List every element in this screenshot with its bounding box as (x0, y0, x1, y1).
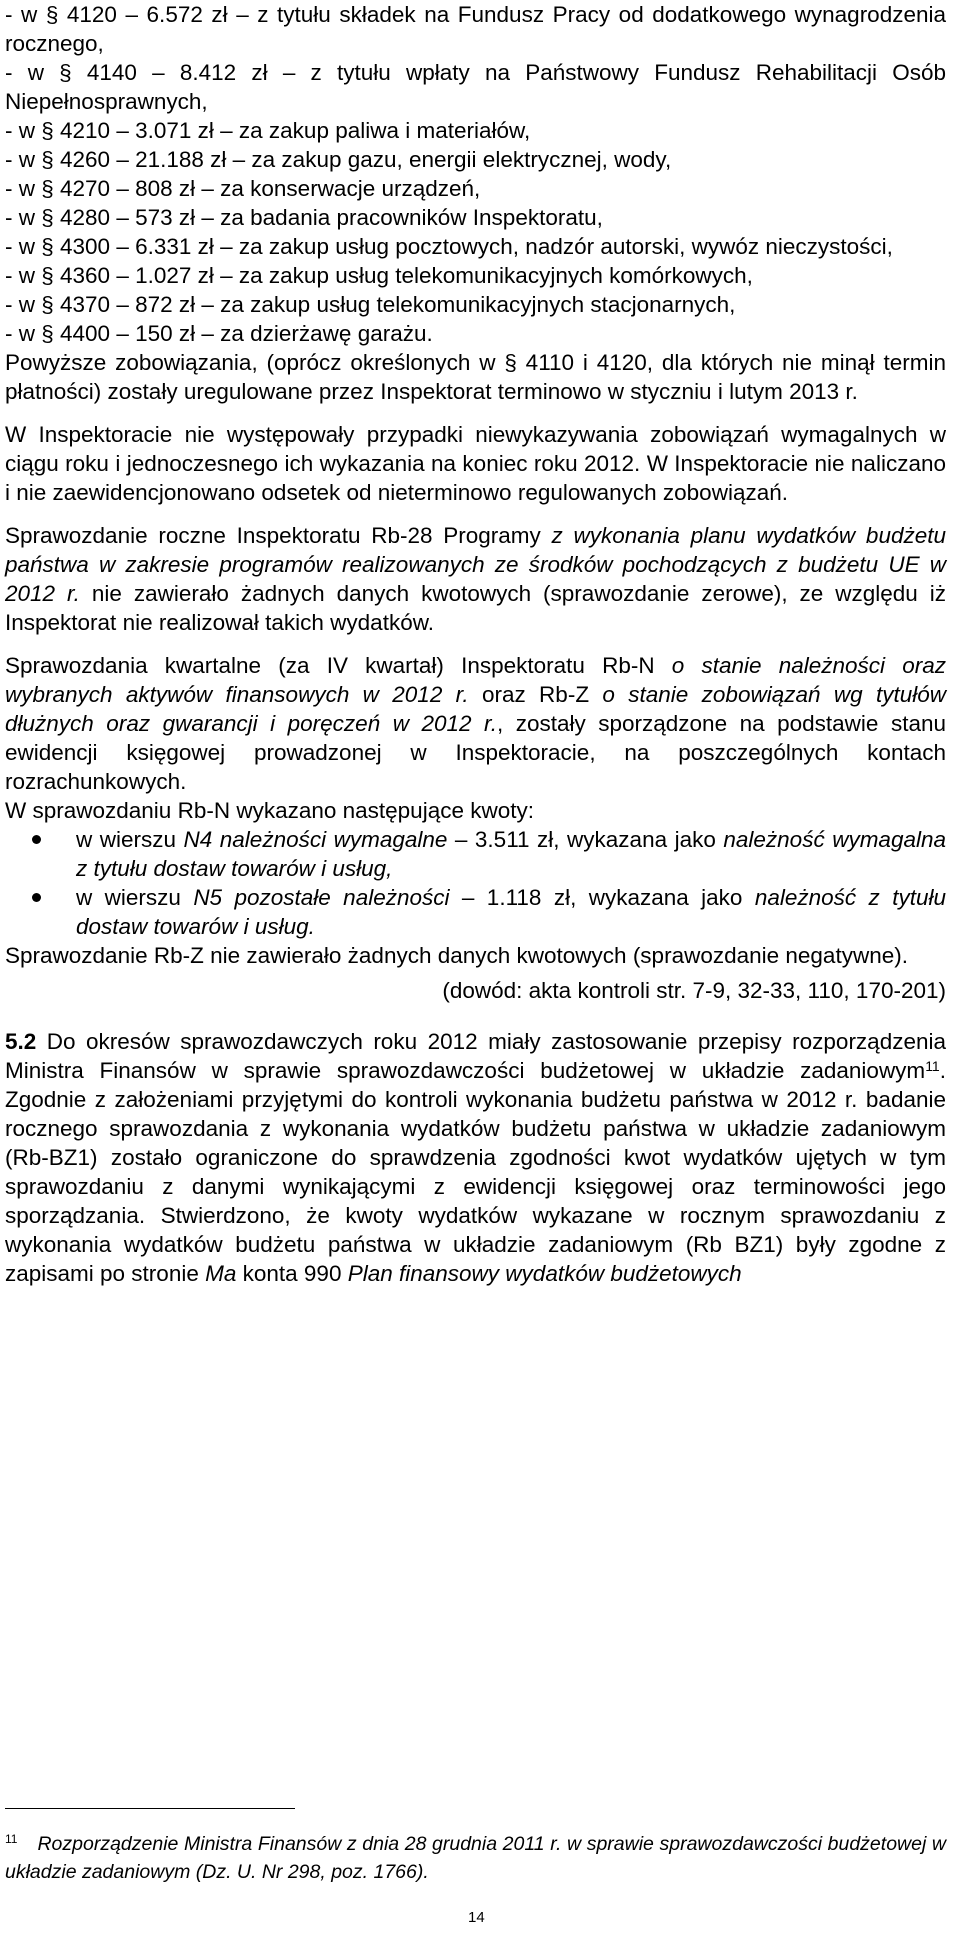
rb28-text-end: nie zawierało żadnych danych kwotowych (sprawozdanie zerowe), ze względu iż Inspektorat nie realizował takich wydatków. (5, 581, 946, 635)
bullet-icon (32, 835, 41, 844)
expense-item: - w § 4140 – 8.412 zł – z tytułu wpłaty na Państwowy Fundusz Rehabilitacji Osób Niepełnosprawnych, (5, 60, 946, 114)
section-text: Do okresów sprawozdawczych roku 2012 miały zastosowanie przepisy rozporządzenia Ministra Finansów w sprawie sprawozdawczości budżetowej w układzie zadaniowym (5, 1029, 946, 1083)
footnote-text: Rozporządzenie Ministra Finansów z dnia 28 grudnia 2011 r. w sprawie sprawozdawczości budżetowej w układzie zadaniowym (Dz. U. Nr 298, poz. 1766). (5, 1833, 946, 1883)
rb28-text: Sprawozdanie roczne Inspektoratu Rb-28 Programy (5, 523, 552, 548)
expense-item: - w § 4270 – 808 zł – za konserwacje urządzeń, (5, 176, 481, 201)
section-italic-ma: Ma (205, 1261, 237, 1286)
rb28-italic-title: z wykonania planu wydatków budżetu państwa w zakresie programów realizowanych ze środków pochodzących z budżetu UE w 2012 r. (5, 523, 946, 606)
quarterly-italic-rbz: o stanie zobowiązań wg tytułów dłużnych oraz gwarancji i poręczeń w 2012 r. (5, 682, 946, 736)
list-item (0, 883, 946, 941)
section-number: 5.2 (5, 1029, 37, 1054)
section-text-3: konta 990 (236, 1261, 348, 1286)
page-number: 14 (468, 1909, 485, 1926)
footnote-divider (5, 1808, 295, 1809)
expense-item: - w § 4120 – 6.572 zł – z tytułu składek na Fundusz Pracy od dodatkowego wynagrodzenia rocznego, (5, 2, 946, 56)
bullet-classification: należność z tytułu dostaw towarów i usług. (76, 885, 946, 939)
list-item (0, 825, 946, 883)
quarterly-text-3: , zostały sporządzone na podstawie stanu ewidencji księgowej prowadzonej w Inspektoracie, na poszczególnych kontach rozrachunkowych. (5, 711, 946, 794)
quarterly-text-2: oraz Rb-Z (468, 682, 603, 707)
expense-item: - w § 4360 – 1.027 zł – za zakup usług telekomunikacyjnych komórkowych, (5, 263, 753, 288)
quarterly-text: Sprawozdania kwartalne (za IV kwartał) Inspektoratu Rb-N (5, 653, 672, 678)
bullet-text: w wierszu (76, 827, 184, 852)
footnote-reference: 11 (925, 1058, 940, 1074)
paragraph-rbn-intro: W sprawozdaniu Rb-N wykazano następujące kwoty: (5, 798, 534, 823)
paragraph-no-cases: W Inspektoracie nie występowały przypadki niewykazywania zobowiązań wymagalnych w ciągu roku i jednoczesnego ich wykazania na koniec roku 2012. W Inspektoracie nie naliczano i nie zaewidencjonowano odsetek od nieterminowo regulowanych zobowiązań. (5, 422, 946, 505)
footnote-number: 11 (5, 1832, 18, 1846)
bullet-icon (32, 893, 41, 902)
bullet-amount: – 3.511 zł, wykazana jako (447, 827, 724, 852)
section-text-2: . Zgodnie z założeniami przyjętymi do kontroli wykonania budżetu państwa w 2012 r. badanie rocznego sprawozdania z wykonania wydatków budżetu państwa w układzie zadaniowym (Rb-BZ1) zostało ograniczone do sprawdzenia zgodności kwot wydatków ujętych w tym sprawozdaniu z danymi wynikającymi z ewidencji księgowej oraz terminowości jego sporządzania. Stwierdzono, że kwoty wydatków wykazane w rocznym sprawozdaniu z wykonania wydatków budżetu państwa w układzie zadaniowym (Rb BZ1) były zgodne z zapisami po stronie (5, 1058, 946, 1286)
expense-item: - w § 4280 – 573 zł – za badania pracowników Inspektoratu, (5, 205, 603, 230)
section-5-2 (5, 1027, 946, 1288)
bullet-classification: należność wymagalna z tytułu dostaw towarów i usług, (76, 827, 946, 881)
paragraph-quarterly (5, 651, 946, 796)
quarterly-italic-rbn: o stanie należności oraz wybranych aktywów finansowych w 2012 r. (5, 653, 946, 707)
expense-item: - w § 4400 – 150 zł – za dzierżawę garażu. (5, 321, 433, 346)
paragraph-rb28 (5, 521, 946, 637)
bullet-amount: – 1.118 zł, wykazana jako (449, 885, 755, 910)
evidence-reference: (dowód: akta kontroli str. 7-9, 32-33, 110, 170-201) (442, 978, 946, 1003)
bullet-row-name: N4 należności wymagalne (183, 827, 448, 852)
bullet-row-name: N5 pozostałe należności (193, 885, 450, 910)
footnote (5, 1825, 946, 1886)
expense-item: - w § 4370 – 872 zł – za zakup usług telekomunikacyjnych stacjonarnych, (5, 292, 736, 317)
rbn-amounts-list (0, 825, 960, 941)
paragraph-obligations: Powyższe zobowiązania, (oprócz określonych w § 4110 i 4120, dla których nie minął termin płatności) zostały uregulowane przez Inspektorat terminowo w styczniu i lutym 2013 r. (5, 350, 946, 404)
section-italic-plan: Plan finansowy wydatków budżetowych (347, 1261, 742, 1286)
expense-item: - w § 4300 – 6.331 zł – za zakup usług pocztowych, nadzór autorski, wywóz nieczystości, (5, 234, 893, 259)
expense-item: - w § 4260 – 21.188 zł – za zakup gazu, energii elektrycznej, wody, (5, 147, 672, 172)
expense-item: - w § 4210 – 3.071 zł – za zakup paliwa i materiałów, (5, 118, 531, 143)
paragraph-rbz: Sprawozdanie Rb-Z nie zawierało żadnych danych kwotowych (sprawozdanie negatywne). (5, 943, 908, 968)
bullet-text: w wierszu (76, 885, 194, 910)
